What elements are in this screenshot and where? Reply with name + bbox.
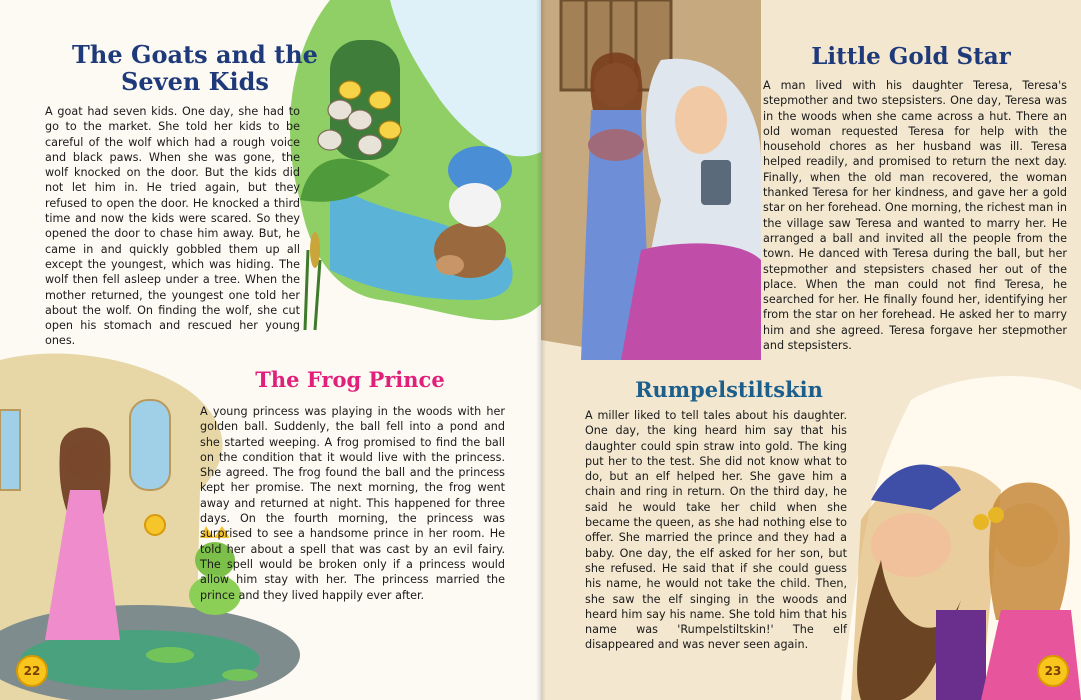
goats-title-line1: The Goats and the <box>72 40 318 69</box>
rumpelstiltskin-text: A miller liked to tell tales about his daughter. One day, the king heard him say that his daughter could spin straw into gold. The king put her to the test. She did not know what to do, but an elf helped her. She gave him a chain and ring in return. On the third day, he said he would take her child when she became the queen, as she had nothing else to offer. She married the prince and they had a baby. One day, the elf asked for her son, but she refused. He said that if she could guess his name, he would not take the child. Then, she saw the elf singing in the woods and heard him say his name. She told him that his name was 'Rumpelstiltskin!' The elf disappeared and was never seen again. <box>585 409 847 652</box>
right-page <box>541 0 1081 700</box>
rumpelstiltskin-title: Rumpelstiltskin <box>635 377 823 402</box>
book-gutter <box>536 0 546 700</box>
right-page-number: 23 <box>1037 655 1069 687</box>
rumpelstiltskin-illustration <box>841 370 1081 700</box>
goats-story-text: A goat had seven kids. One day, she had to go to the market. She told her kids to be careful of the wolf which had a rough voice and black paws. When she was gone, the wolf knocked on the door. But the kids did not let him in. He tried again, but they refused to open the door. He knocked a third time and now the kids were scared. So they opened the door to chase him away. But, he came in and quickly gobbled them up all except the youngest, which was hiding. The wolf then fell asleep under a tree. When the mother returned, the youngest one told her about the wolf. On finding the wolf, she cut open his stomach and rescued her young ones. <box>45 105 300 348</box>
left-page-number: 22 <box>16 655 48 687</box>
little-gold-star-text: A man lived with his daughter Teresa, Teresa's stepmother and two stepsisters. One day, Teresa was in the woods when she came across a hut. There an old woman requested Teresa for help with the household chores as her husband was ill. Teresa helped readily, and promised to return the next day. Finally, when the old man recovered, the woman thanked Teresa for her kindness, and gave her a gold star on her forehead. One morning, the richest man in the village saw Teresa and wanted to marry her. He arranged a ball and invited all the people from the town. He danced with Teresa during the ball, but her stepmother and stepsisters chased her out of the place. When the man could not find Teresa, he searched for her. He finally found her, identifying her from the star on her forehead. He asked her to marry him and she agreed. Teresa forgave her stepmother and stepsisters. <box>763 79 1068 353</box>
little-gold-star-title: Little Gold Star <box>811 43 1011 70</box>
goats-title-line2: Seven Kids <box>121 66 269 96</box>
little-gold-star-illustration <box>541 0 761 360</box>
frog-prince-text: A young princess was playing in the woods with her golden ball. Suddenly, the ball fell into a pond and she started weeping. A frog promised to find the ball on the condition that it would live with the princess. She agreed. The frog found the ball and the princess kept her promise. The next morning, the frog went away and returned at night. This happened for three days. On the fourth morning, the princess was surprised to see a handsome prince in her room. He told her about a spell that was cast by an evil fairy. The spell would be broken only if a princess would allow him stay with her. The princess married the prince and they lived happily ever after. <box>200 405 505 602</box>
frog-prince-title: The Frog Prince <box>255 367 445 392</box>
goats-story-title <box>60 42 330 96</box>
